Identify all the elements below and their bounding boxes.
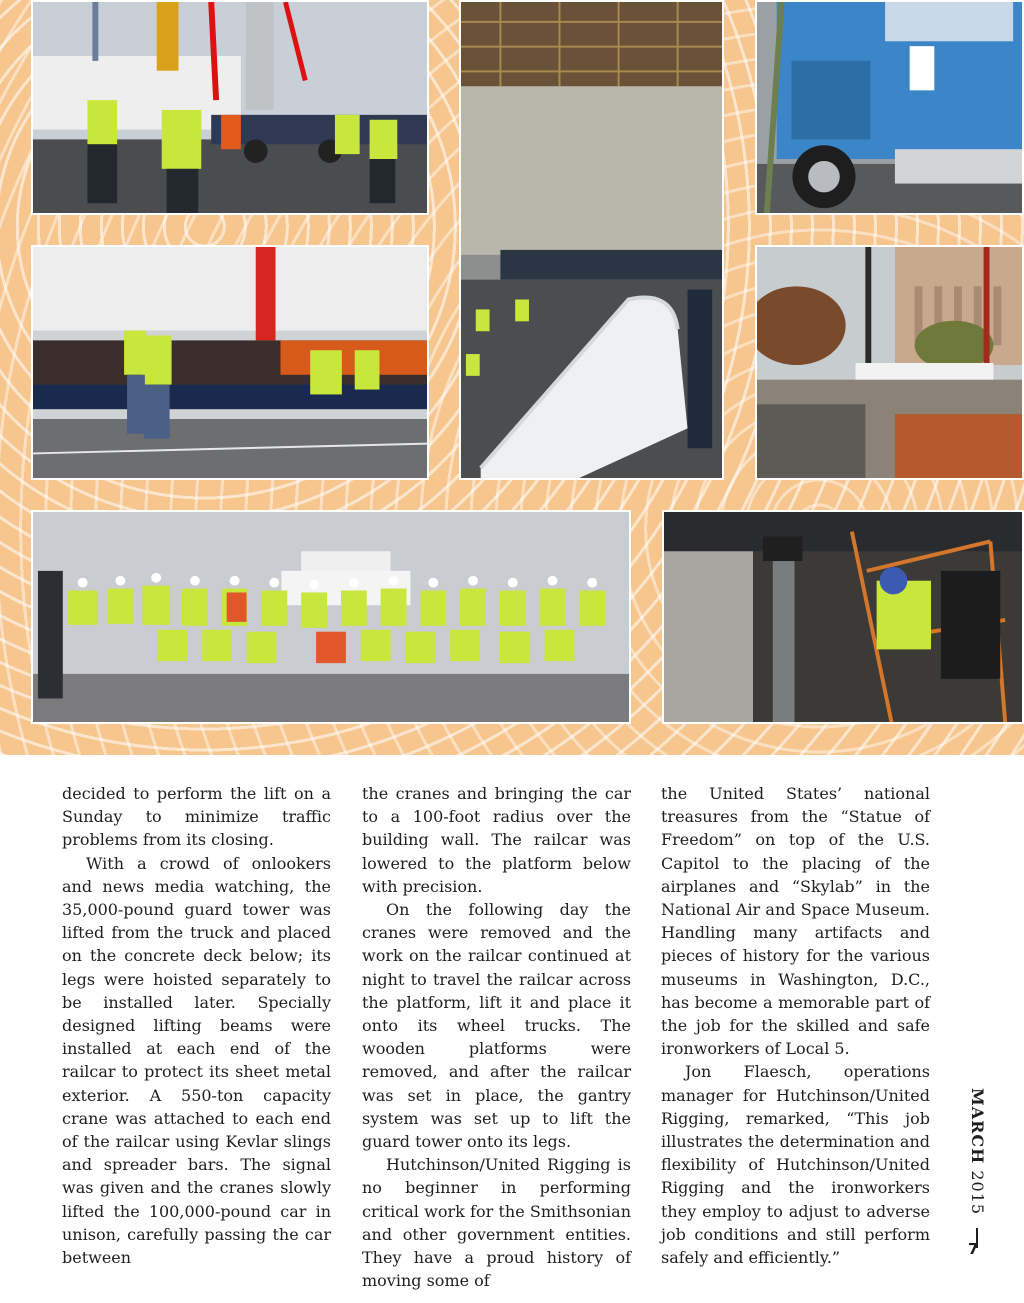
article-paragraph: decided to perform the lift on a Sunday to minimize traffic problems from its closing.: [62, 784, 331, 850]
photo-worker-lift-basket: [662, 510, 1024, 724]
folio-date: [965, 1088, 987, 1228]
folio-year: 2015: [968, 1170, 987, 1216]
photo-workers-trailer: [31, 245, 429, 480]
article-column-2: [362, 782, 631, 1292]
folio-month: MARCH: [968, 1088, 987, 1165]
photo-crew-group: [31, 510, 631, 724]
page-number: 7: [968, 1240, 979, 1258]
article-paragraph: the cranes and bringing the car to a 100-foot radius over the building wall. The railcar was lowered to the platform below with precision.: [362, 784, 631, 896]
article-column-1: [62, 782, 331, 1269]
photo-railcar-interior: [459, 0, 724, 480]
article-paragraph: Jon Flaesch, operations manager for Hutchinson/United Rigging, remarked, “This job illustrates the determination and flexibility of Hutchinson/United Rigging and the ironworkers they employ to adjust to adverse job conditions and still perform safely and efficiently.”: [661, 1062, 930, 1268]
photo-workers-flatbed: [31, 0, 429, 215]
article-paragraph: the United States’ national treasures from the “Statue of Freedom” on top of the U.S. Capitol to the placing of the airplanes and “Skylab” in the National Air and Space Museum. Handling many artifacts and pieces of history for the various museums in Washington, D.C., has become a memorable part of the job for the skilled and safe ironworkers of Local 5.: [661, 784, 930, 1059]
article-paragraph: Hutchinson/United Rigging is no beginner in performing critical work for the Smithsonian and other government entities. They have a proud history of moving some of: [362, 1155, 631, 1291]
photo-construction-site: [755, 245, 1024, 480]
photo-blue-truck: [755, 0, 1024, 215]
article-paragraph: With a crowd of onlookers and news media watching, the 35,000-pound guard tower was lifted from the truck and placed on the concrete deck below; its legs were hoisted separately to be installed later. Specially designed lifting beams were installed at each end of the railcar to protect its sheet metal exterior. A 550-ton capacity crane was attached to each end of the railcar using Kevlar slings and spreader bars. The signal was given and the cranes slowly lifted the 100,000-pound car in unison, carefully passing the car between: [62, 853, 331, 1268]
article-paragraph: On the following day the cranes were removed and the work on the railcar continued at night to travel the railcar across the platform, lift it and place it onto its wheel trucks. The wooden platforms were removed, and after the railcar was set in place, the gantry system was set up to lift the guard tower onto its legs.: [362, 900, 631, 1152]
article-column-3: [661, 782, 930, 1269]
